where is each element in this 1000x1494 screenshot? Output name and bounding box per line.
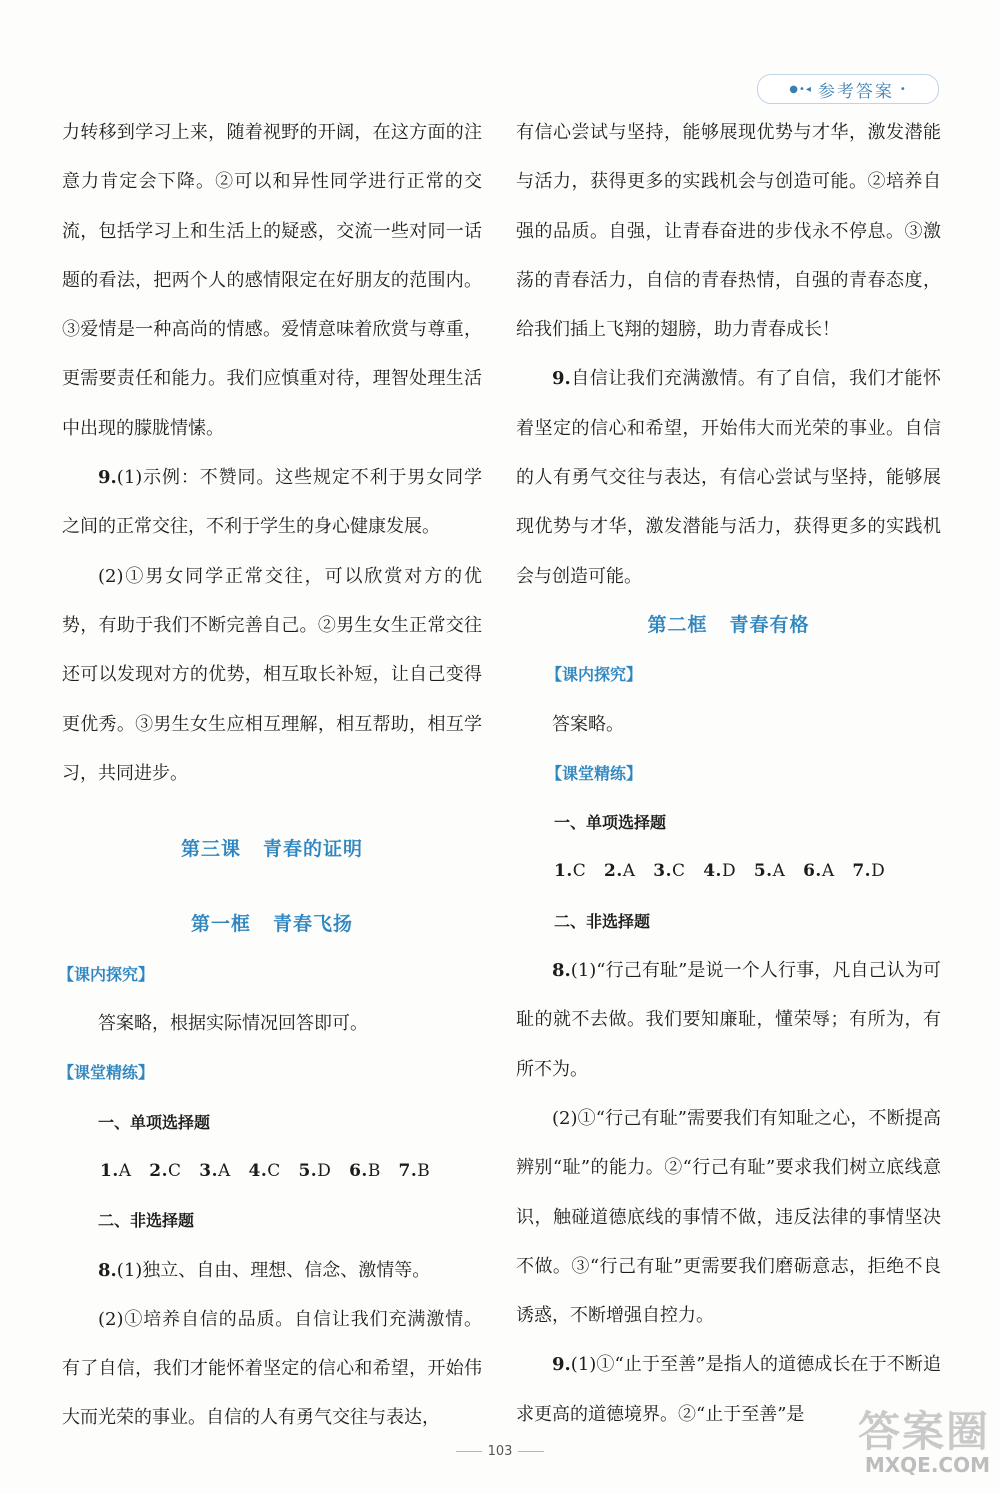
mc-answer: D	[871, 861, 886, 882]
q8-number: 8.	[552, 960, 571, 982]
right-single-choice-heading: 一、单项选择题	[554, 813, 667, 833]
q9-text: 自信让我们充满激情。有了自信，我们才能怀着坚定的信心和希望，开始伟大而光荣的事业。自信的人有勇气交往与表达，有信心尝试与坚持，能够展现优势与才华，激发潜能与活力，获得更多的实践机会与创造可能。	[516, 368, 941, 587]
section-title-1-name: 青春飞扬	[273, 913, 354, 936]
mc-num: 3.	[653, 861, 672, 882]
q9-part1-text: (1)①“止于至善”是指人的道德成长在于不断追求更高的道德境界。②“止于至善”是	[516, 1354, 941, 1425]
mc-num: 6.	[803, 861, 822, 882]
right-single-choice-answers	[516, 847, 941, 896]
left-q8-part2: (2)①培养自信的品质。自信让我们充满激情。有了自信，我们才能怀着坚定的信心和希望，开始伟大而光荣的事业。自信的人有勇气交往与表达，	[62, 1308, 482, 1429]
mc-answer: C	[671, 861, 686, 882]
right-q8-part2: (2)①“行己有耻”需要我们有知耻之心，不断提高辨别“耻”的能力。②“行己有耻”要求我们树立底线意识，触碰道德底线的事情不做，违反法律的事情坚决不做。③“行己有耻”更需要我们磨砺意志，拒绝不良诱惑，不断增强自控力。	[516, 1107, 941, 1327]
mc-num: 7.	[852, 861, 872, 882]
page-number-rule-right	[518, 1451, 544, 1452]
q9-number: 9.	[98, 467, 117, 489]
left-explore-answer: 答案略，根据实际情况回答即可。	[98, 1013, 368, 1035]
header-tag-label: 参考答案	[817, 81, 894, 102]
tag-class-explore-right: 【课内探究】	[546, 665, 643, 685]
right-q9	[516, 354, 941, 600]
header-answer-tag	[757, 74, 939, 104]
section-title-2	[516, 601, 941, 650]
right-non-choice-heading: 二、非选择题	[554, 911, 651, 931]
mc-num: 1.	[554, 861, 573, 882]
q8-number: 8.	[98, 1259, 117, 1281]
mc-num: 7.	[398, 1160, 418, 1181]
q9-number: 9.	[552, 1354, 571, 1376]
lesson-title-number: 第三课	[180, 838, 241, 861]
right-paragraph-1: 有信心尝试与坚持，能够展现优势与才华，激发潜能与活力，获得更多的实践机会与创造可能。②培养自强的品质。自强，让青春奋进的步伐永不停息。③激荡的青春活力，自信的青春热情，自强的青春态度，给我们插上飞翔的翅膀，助力青春成长！	[516, 122, 941, 341]
mc-answer: C	[168, 1160, 182, 1181]
mc-num: 2.	[603, 861, 623, 882]
mc-num: 2.	[149, 1160, 168, 1181]
section-title-2-name: 青春有格	[729, 613, 810, 636]
mc-answer: A	[821, 861, 835, 882]
mc-num: 6.	[349, 1160, 368, 1181]
tag-class-practice-right: 【课堂精练】	[546, 763, 643, 783]
left-paragraph-1: 力转移到学习上来，随着视野的开阔，在这方面的注意力肯定会下降。②可以和异性同学进行正常的交流，包括学习上和生活上的疑惑，交流一些对同一话题的看法，把两个人的感情限定在好朋友的范围内。③爱情是一种高尚的情感。爱情意味着欣赏与尊重，更需要责任和能力。我们应慎重对待，理智处理生活中出现的朦胧情愫。	[62, 122, 482, 439]
header-deco-right: •	[899, 83, 907, 95]
watermark-text: 答案圈	[857, 1407, 990, 1456]
left-single-choice-heading: 一、单项选择题	[98, 1112, 211, 1132]
mc-answer: A	[622, 861, 636, 882]
lesson-title	[62, 825, 482, 874]
mc-num: 3.	[199, 1160, 218, 1181]
left-non-choice-heading: 二、非选择题	[98, 1211, 195, 1231]
section-title-2-number: 第二框	[647, 613, 708, 636]
section-title-1	[62, 900, 482, 949]
mc-answer: D	[721, 861, 737, 882]
left-q9-part1	[62, 453, 482, 552]
mc-num: 1.	[100, 1160, 119, 1181]
section-title-1-number: 第一框	[190, 913, 251, 936]
mc-answer: B	[367, 1160, 381, 1181]
right-q8-part1	[516, 946, 941, 1094]
left-single-choice-answers	[62, 1147, 482, 1196]
q8-part1-text: (1)“行己有耻”是说一个人行事，凡自己认为可耻的就不去做。我们要知廉耻，懂荣辱；有所为，有所不为。	[516, 960, 941, 1080]
left-q8-part1	[62, 1246, 482, 1295]
mc-num: 4.	[703, 861, 722, 882]
tag-class-practice-left: 【课堂精练】	[58, 1063, 155, 1083]
mc-num: 5.	[298, 1160, 318, 1181]
mc-num: 4.	[248, 1160, 268, 1181]
right-column	[516, 108, 941, 1439]
left-column	[58, 108, 482, 1443]
q9-number: 9.	[552, 368, 571, 390]
header-deco-left: ●•◂	[789, 83, 812, 95]
lesson-title-name: 青春的证明	[263, 838, 364, 861]
q9-part1-text: (1)示例：不赞同。这些规定不利于男女同学之间的正常交往，不利于学生的身心健康发展。	[62, 467, 482, 538]
q8-part1-text: (1)独立、自由、理想、信念、激情等。	[116, 1259, 431, 1281]
watermark-logo	[800, 1407, 990, 1490]
watermark-domain: MXQE.COM	[864, 1453, 990, 1477]
mc-answer: A	[772, 861, 786, 882]
mc-answer: C	[267, 1160, 281, 1181]
left-q9-part2: (2)①男女同学正常交往，可以欣赏对方的优势，有助于我们不断完善自己。②男生女生正常交往还可以发现对方的优势，相互取长补短，让自己变得更优秀。③男生女生应相互理解，相互帮助，相互学习，共同进步。	[62, 565, 482, 784]
tag-class-explore-left: 【课内探究】	[58, 964, 155, 984]
mc-answer: C	[572, 861, 587, 882]
mc-num: 5.	[753, 861, 773, 882]
mc-answer: B	[417, 1160, 431, 1181]
page-number-value: 103	[487, 1444, 513, 1459]
mc-answer: D	[317, 1160, 332, 1181]
page-number-rule-left	[456, 1451, 482, 1452]
mc-answer: A	[217, 1160, 231, 1181]
right-explore-answer: 答案略。	[552, 713, 624, 735]
mc-answer: A	[118, 1160, 132, 1181]
